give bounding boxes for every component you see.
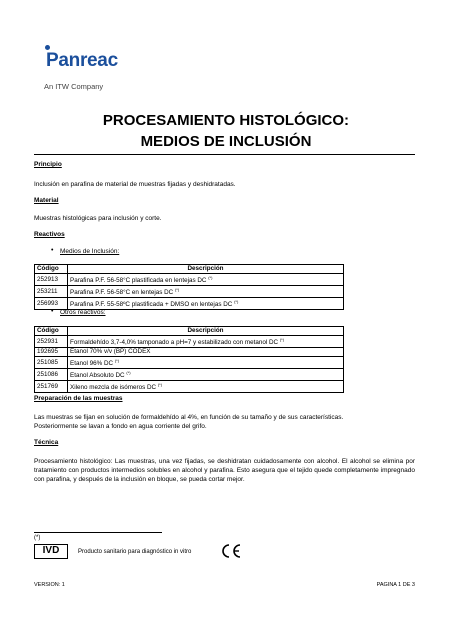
cell-codigo: 251769 <box>35 381 68 393</box>
footnote-marker: (*) <box>34 535 41 541</box>
medios-table <box>34 264 344 310</box>
table-row <box>35 381 344 393</box>
cell-codigo: 192695 <box>35 348 68 357</box>
document-title-line2: MEDIOS DE INCLUSIÓN <box>140 133 312 150</box>
logo-subtitle: An ITW Company <box>44 82 104 91</box>
column-header-descripcion: Descripción <box>68 327 344 336</box>
cell-descripcion <box>68 298 344 310</box>
footnote-marker: (*) <box>279 337 285 342</box>
description-text: Formaldehído 3,7-4,0% tamponado a pH=7 y estabilizado con metanol DC <box>70 339 279 346</box>
preparacion-line2: Posteriormente se lavan a fondo en agua corriente del grifo. <box>34 423 207 430</box>
footnote-marker: (*) <box>174 287 180 292</box>
preparacion-heading: Preparación de las muestras <box>34 395 123 402</box>
bullet-medios-label: Medios de Inclusión: <box>60 248 120 255</box>
footnote-marker: (*) <box>234 299 239 304</box>
principio-heading: Principio <box>34 161 62 168</box>
cell-codigo: 252913 <box>35 274 68 286</box>
panreac-logo <box>44 46 164 96</box>
table-row <box>35 369 344 381</box>
ivd-description: Producto sanitario para diagnóstico in vitro <box>78 549 192 555</box>
preparacion-line1: Las muestras se fijan en solución de formaldehído al 4%, en función de su tamaño y de sus características. <box>34 414 344 421</box>
cell-codigo: 253211 <box>35 286 68 298</box>
ce-mark-icon <box>220 543 242 559</box>
table-row <box>35 348 344 357</box>
table-row <box>35 336 344 348</box>
description-text: Parafina P.F. 56-58°C plastificada en lentejas DC <box>70 277 207 284</box>
cell-descripcion <box>68 286 344 298</box>
cell-codigo: 251086 <box>35 369 68 381</box>
otros-table <box>34 326 344 393</box>
description-text: Etanol 96% DC <box>70 360 114 367</box>
description-text: Parafina P.F. 55-58ºC plastificada + DMSO en lentejas DC <box>70 301 233 308</box>
logo-text: Panreac <box>46 50 118 71</box>
footer-version: VERSION: 1 <box>34 582 65 588</box>
cell-codigo: 252931 <box>35 336 68 348</box>
ivd-icon: IVD <box>34 544 68 559</box>
footer-page: PAGINA 1 DE 3 <box>376 582 415 588</box>
title-divider <box>34 154 415 155</box>
description-text: Parafina P.F. 56-58°C en lentejas DC <box>70 289 174 296</box>
description-text: Etanol 70% v/v (BP) CODEX <box>70 348 151 355</box>
table-row <box>35 274 344 286</box>
table-row <box>35 286 344 298</box>
column-header-codigo: Código <box>35 265 68 274</box>
cell-descripcion <box>68 357 344 369</box>
description-text: Etanol Absoluto DC <box>70 372 125 379</box>
cell-descripcion <box>68 336 344 348</box>
column-header-descripcion: Descripción <box>68 265 344 274</box>
bullet-otros <box>60 309 106 316</box>
principio-text: Inclusión en parafina de material de muestras fijadas y deshidratadas. <box>34 181 236 188</box>
cell-codigo: 251085 <box>35 357 68 369</box>
footnote-marker: (*) <box>208 275 213 280</box>
cell-codigo: 256993 <box>35 298 68 310</box>
document-title-line1: PROCESAMIENTO HISTOLÓGICO: <box>102 112 350 129</box>
description-text: Xileno mezcla de isómeros DC <box>70 384 157 391</box>
cell-descripcion <box>68 274 344 286</box>
cell-descripcion <box>68 348 344 357</box>
reactivos-heading: Reactivos <box>34 231 65 238</box>
bullet-medios <box>60 248 119 255</box>
column-header-codigo: Código <box>35 327 68 336</box>
tecnica-heading: Técnica <box>34 439 59 446</box>
footnote-marker: (*) <box>126 370 131 375</box>
table-row <box>35 298 344 310</box>
cell-descripcion <box>68 381 344 393</box>
tecnica-text: Procesamiento histológico: Las muestras, una vez fijadas, se deshidratan cuidadosamente con alcohol. El alcohol se elimina por tratamiento con productos intermedios solubles en alcohol y parafina. Esto asegura que el tejido quede completamente impregnado con parafina, y después de la inclusión en bloque, se pueda cortar mejor. <box>34 458 415 483</box>
footnote-divider <box>34 532 162 533</box>
material-heading: Material <box>34 197 59 204</box>
table-header-row <box>35 265 344 274</box>
footnote-marker: (*) <box>157 382 163 387</box>
table-row <box>35 357 344 369</box>
material-text: Muestras histológicas para inclusión y corte. <box>34 215 162 222</box>
table-header-row <box>35 327 344 336</box>
cell-descripcion <box>68 369 344 381</box>
footnote-marker: (*) <box>114 358 120 363</box>
bullet-otros-label: Otros reactivos: <box>60 309 106 316</box>
